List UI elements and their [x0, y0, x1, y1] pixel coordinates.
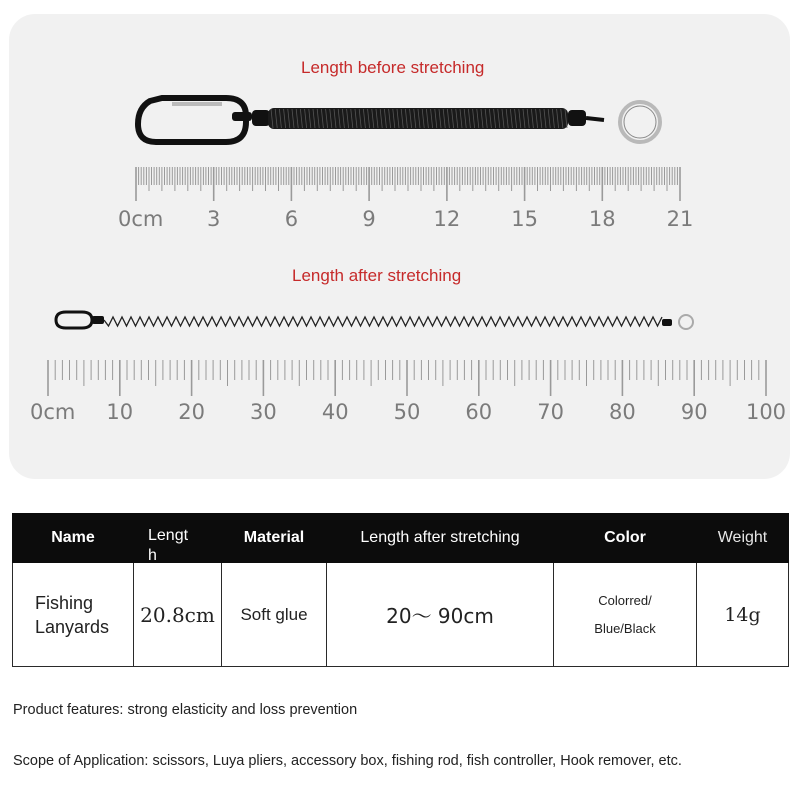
- ruler-tick-label: 9: [362, 207, 376, 231]
- cell-length: 20.8cm: [134, 563, 222, 667]
- cell-material: Soft glue: [222, 563, 327, 667]
- cell-color: Colorred/ Blue/Black: [554, 563, 697, 667]
- ruler-tick-label: 0cm: [118, 207, 164, 231]
- header-material: Material: [222, 514, 327, 563]
- header-name: Name: [13, 514, 134, 563]
- ruler-tick-label: 10: [106, 400, 134, 424]
- ruler-tick-label: 12: [433, 207, 461, 231]
- spec-table: [12, 513, 789, 667]
- header-stretch: Length after stretching: [327, 514, 554, 563]
- coil-icon: [252, 108, 604, 129]
- header-weight: Weight: [697, 514, 789, 563]
- stretched-lanyard: [56, 312, 693, 329]
- header-color: Color: [554, 514, 697, 563]
- ruler-tick-label: 60: [465, 400, 493, 424]
- header-length: Lengt h: [134, 514, 222, 563]
- ruler-tick-label: 40: [321, 400, 349, 424]
- product-features: Product features: strong elasticity and loss prevention: [13, 702, 358, 718]
- ruler-tick-label: 30: [250, 400, 277, 424]
- cell-stretch: 20～ 90cm: [327, 563, 554, 667]
- table-row: [13, 563, 789, 667]
- ruler-tick-label: 18: [588, 207, 616, 231]
- ruler-tick-label: 80: [609, 400, 636, 424]
- cell-weight: 14g: [697, 563, 789, 667]
- ruler-tick-label: 21: [666, 207, 694, 231]
- ruler-top-ticks: [136, 167, 680, 201]
- ruler-tick-label: 6: [284, 207, 299, 231]
- ruler-tick-label: 100: [745, 400, 787, 424]
- carabiner-icon: [138, 98, 252, 142]
- ruler-tick-label: 50: [393, 400, 421, 424]
- scope-of-application: Scope of Application: scissors, Luya pliers, accessory box, fishing rod, fish controller, Hook remover, etc.: [13, 753, 682, 769]
- ruler-tick-label: 70: [537, 400, 564, 424]
- ruler-bottom-ticks: [48, 360, 766, 396]
- cell-name: Fishing Lanyards: [13, 563, 134, 667]
- ruler-tick-label: 20: [178, 400, 205, 424]
- heading-before-stretching: Length before stretching: [301, 58, 485, 77]
- heading-after-stretching: Length after stretching: [292, 266, 462, 285]
- ruler-tick-label: 3: [207, 207, 221, 231]
- ruler-tick-label: 15: [511, 207, 538, 231]
- table-header-row: [13, 514, 789, 563]
- ruler-tick-label: 0cm: [30, 400, 76, 424]
- ruler-tick-label: 90: [680, 400, 708, 424]
- key-ring-icon: [620, 102, 660, 142]
